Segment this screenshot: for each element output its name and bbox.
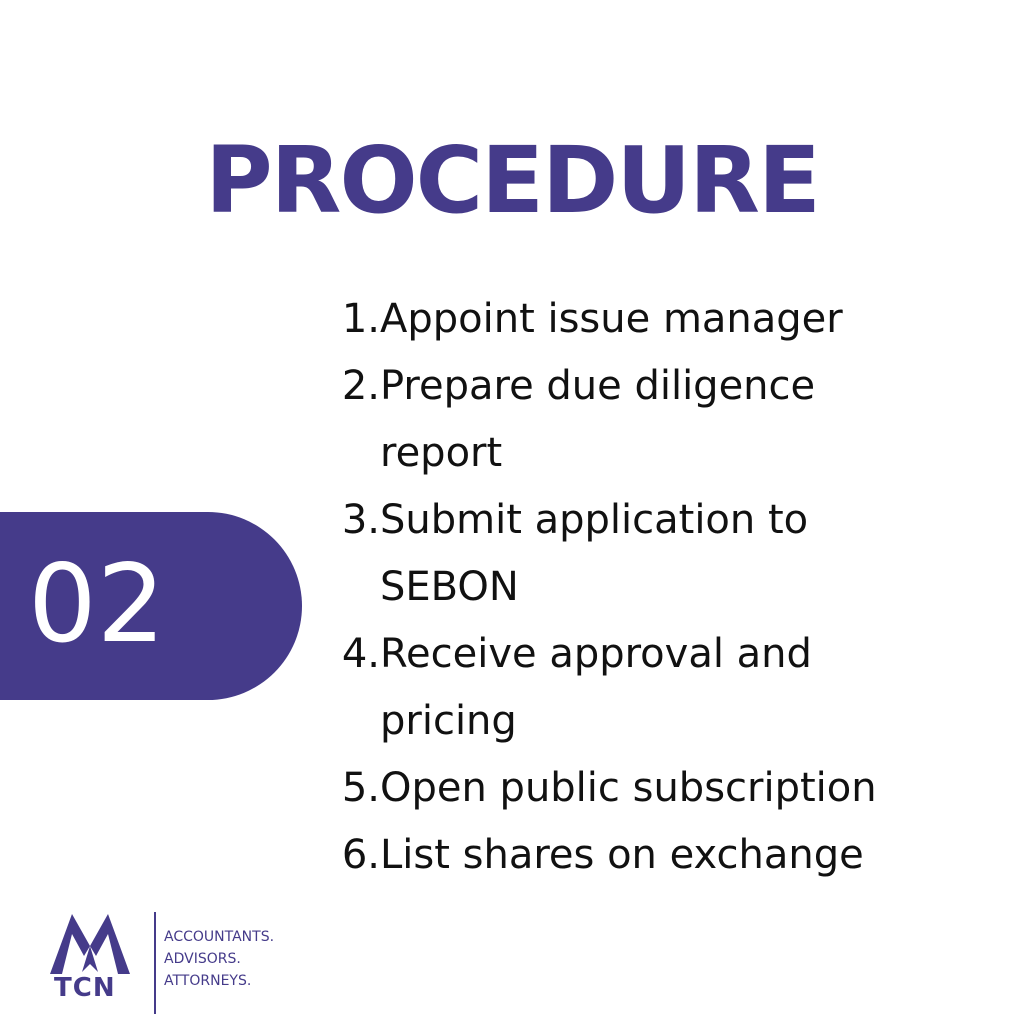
- logo-wordmark: TCN: [54, 973, 116, 1003]
- tcn-peak-logo-icon: [48, 912, 132, 974]
- step-text: Open public subscription: [380, 765, 877, 811]
- step-number: 4.: [341, 631, 380, 677]
- list-item: [332, 353, 992, 487]
- logo-divider: [154, 912, 156, 1014]
- step-text: Appoint issue manager: [380, 296, 843, 342]
- logo-tagline: [164, 926, 274, 992]
- section-number-badge: [0, 512, 302, 700]
- list-item: [332, 755, 992, 822]
- tagline-line: ATTORNEYS.: [164, 973, 252, 989]
- step-text: Submit application to SEBON: [380, 497, 809, 610]
- step-text: Receive approval and pricing: [380, 631, 812, 744]
- list-item: [332, 621, 992, 755]
- step-text: List shares on exchange: [380, 832, 864, 878]
- step-number: 5.: [341, 765, 380, 811]
- tagline-line: ADVISORS.: [164, 951, 241, 967]
- step-number: 1.: [341, 296, 380, 342]
- page-title: PROCEDURE: [205, 127, 819, 234]
- step-number: 6.: [341, 832, 380, 878]
- tcn-logo: [48, 912, 132, 1002]
- step-number: 3.: [341, 497, 380, 543]
- list-item: [332, 487, 992, 621]
- tagline-line: ACCOUNTANTS.: [164, 929, 275, 945]
- list-item: [332, 286, 992, 353]
- step-text: Prepare due diligence report: [380, 363, 816, 476]
- section-number: 02: [28, 542, 166, 667]
- procedure-steps-list: [332, 286, 992, 889]
- list-item: [332, 822, 992, 889]
- step-number: 2.: [341, 363, 380, 409]
